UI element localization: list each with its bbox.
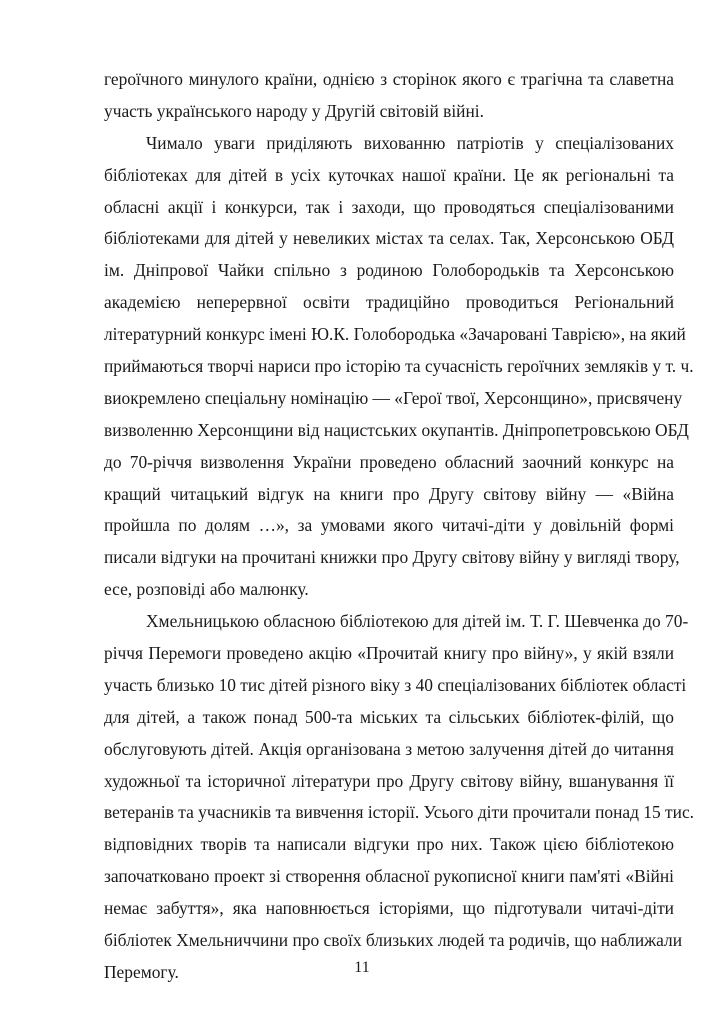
text-line: писали відгуки на прочитані книжки про Другу світову війну у вигляді твору, [104,547,680,568]
text-line: літературний конкурс імені Ю.К. Голобородька «Зачаровані Таврією», на який [104,324,686,345]
body-text [104,64,695,989]
text-line: художньої та історичної літератури про Другу світову війну, вшанування її [104,770,674,791]
text-line: відповідних творів та написали відгуки про них. Також цією бібліотекою [104,834,674,855]
text-line: героїчного минулого країни, однією з сторінок якого є трагічна та славетна [104,69,674,89]
text-line: есе, розповіді або малюнку. [104,579,309,600]
text-line: бібліотеках для дітей в усіх куточках нашої країни. Це як регіональні та [104,164,674,185]
text-line: започатковано проект зі створення обласної рукописної книги пам'яті «Війні [104,866,674,887]
text-line: Хмельницькою обласною бібліотекою для дітей ім. Т. Г. Шевченка до 70- [146,611,689,632]
page-number: 11 [354,959,370,976]
text-line: ветеранів та учасників та вивчення історії. Усього діти прочитали понад 15 тис. [104,802,695,823]
text-line: обслуговують дітей. Акція організована з метою залучення дітей до читання [104,738,674,759]
text-line: бібліотек Хмельниччини про своїх близьких людей та родичів, що наближали [104,930,683,951]
text-line: виокремлено спеціальну номінацію — «Герої твої, Херсонщино», присвячену [104,387,683,408]
text-line: бібліотеками для дітей у невеликих містах та селах. Так, Херсонською ОБД [104,228,674,249]
text-line: участь українського народу у Другій світовій війні. [104,100,484,121]
text-line: академією неперервної освіти традиційно проводиться Регіональний [104,292,674,313]
text-line: до 70-річчя визволення України проведено обласний заочний конкурс на [104,451,674,472]
text-line: пройшла по долям …», за умовами якого читачі-діти у довільній формі [104,515,674,536]
text-line: Чимало уваги приділяють вихованню патріотів у спеціалізованих [146,132,674,153]
text-line: для дітей, а також понад 500-та міських та сільських бібліотек-філій, що [104,706,674,727]
text-line: обласні акції і конкурси, так і заходи, що проводяться спеціалізованими [104,196,674,217]
text-line: річчя Перемоги проведено акцію «Прочитай книгу про війну», у якій взяли [104,643,674,664]
text-line: ім. Дніпрової Чайки спільно з родиною Голобородьків та Херсонською [104,260,674,281]
text-line: немає забуття», яка наповнюється історіями, що підготували читачі-діти [104,898,674,919]
text-line: Перемогу. [104,961,179,982]
text-line: визволенню Херсонщини від нацистських окупантів. Дніпропетровською ОБД [104,419,689,440]
text-line: приймаються творчі нариси про історію та сучасність героїчних земляків у т. ч. [104,356,694,377]
text-line: участь близько 10 тис дітей різного віку з 40 спеціалізованих бібліотек області [104,674,687,695]
text-line: кращий читацький відгук на книги про Другу світову війну — «Війна [104,483,674,504]
